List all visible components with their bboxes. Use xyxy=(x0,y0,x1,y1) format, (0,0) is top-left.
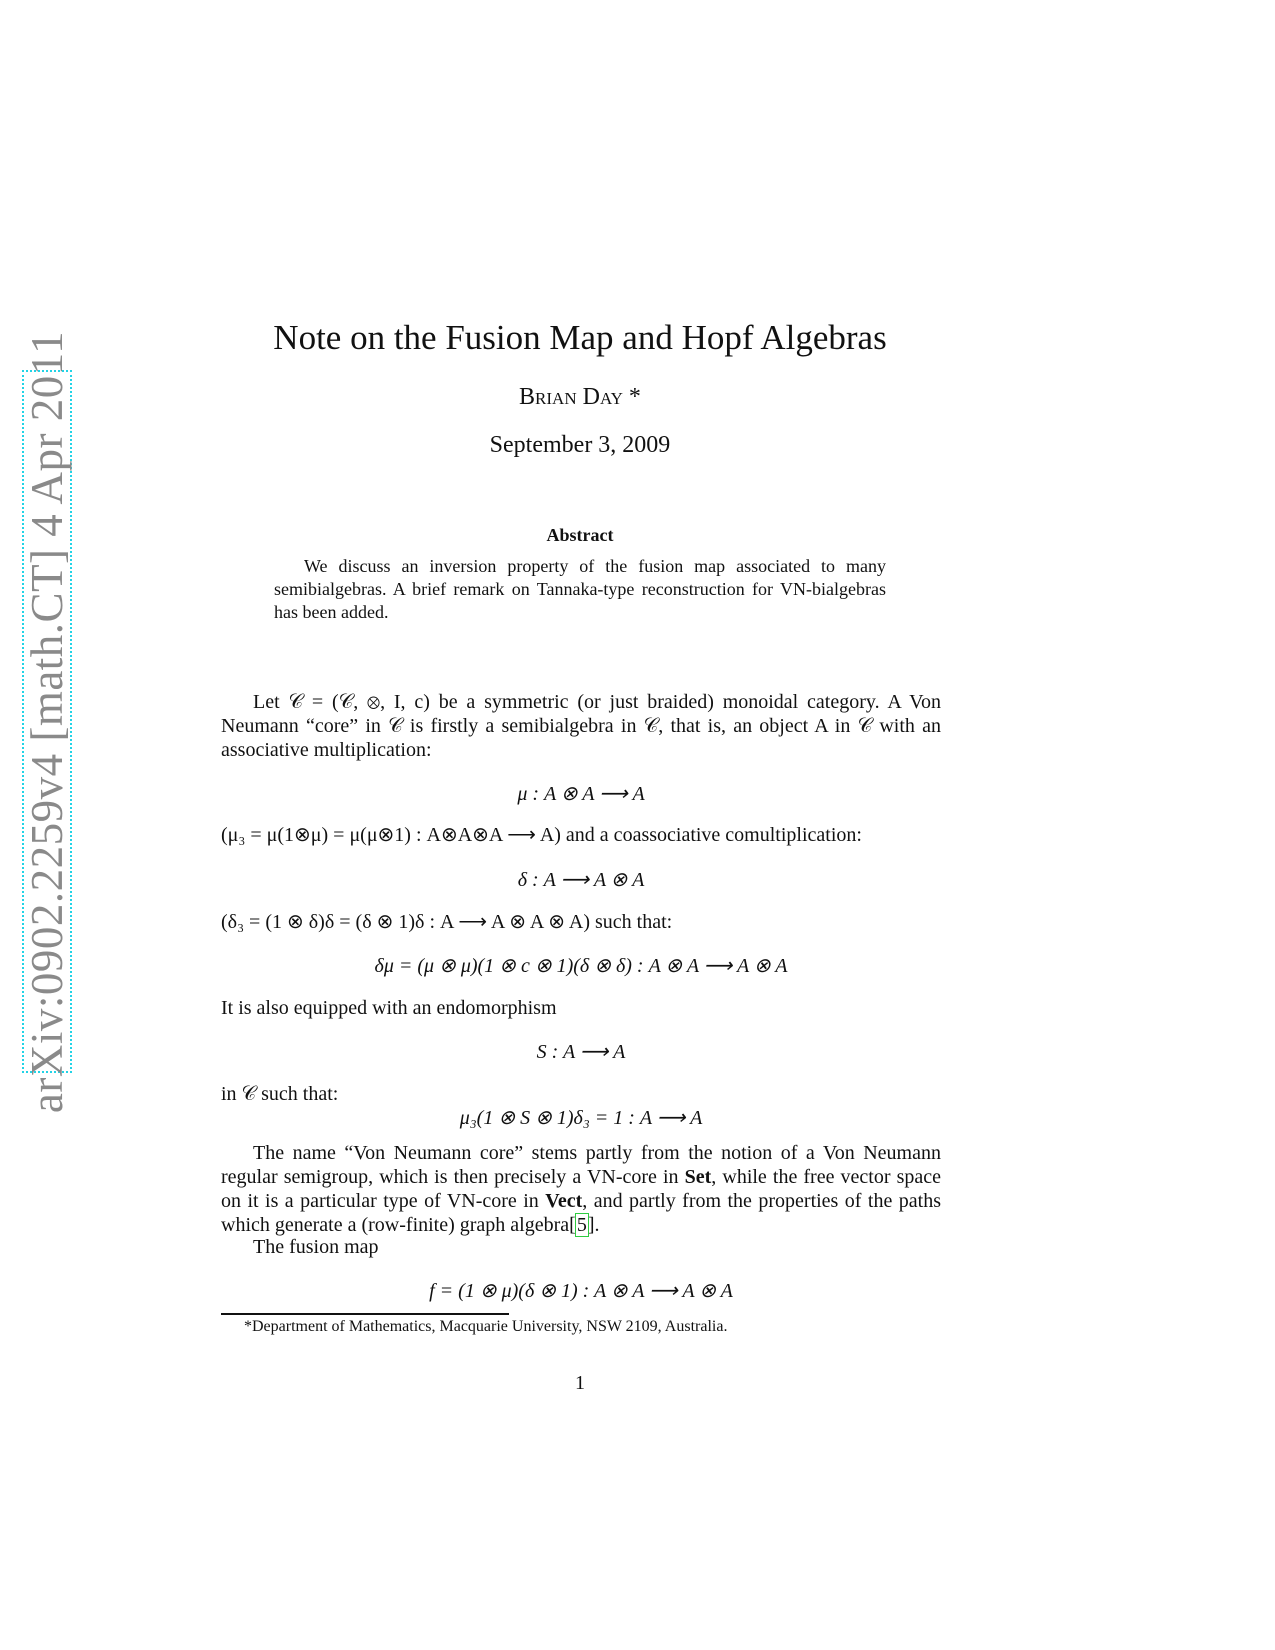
paragraph-name-origin: The name “Von Neumann core” stems partly from the notion of a Von Neumann regular semigroup, which is then precisely a VN-core in Set, while the free vector space on it is a particular type of VN-core in Vect, and partly from the properties of the paths which generate a (row-finite) graph algebra[5]. xyxy=(221,1142,942,1236)
paragraph-endomorphism: It is also equipped with an endomorphism xyxy=(221,997,557,1019)
arxiv-stamp xyxy=(22,330,72,1113)
paragraph-intro: Let 𝒞 = (𝒞, ⊗, I, c) be a symmetric (or just braided) monoidal category. A Von Neumann “core” in 𝒞 is firstly a semibialgebra in 𝒞, that is, an object A in 𝒞 with an associative multiplication: xyxy=(221,691,941,761)
footnote: *Department of Mathematics, Macquarie University, NSW 2109, Australia. xyxy=(244,1318,728,1335)
paragraph-name-origin-text-d: . xyxy=(594,1214,600,1236)
equation-vn-core: μ₃(1 ⊗ S ⊗ 1)δ₃ = 1 : A ⟶ A xyxy=(459,1107,703,1129)
paper-title: Note on the Fusion Map and Hopf Algebras xyxy=(273,318,887,357)
citation-link[interactable]: 5 xyxy=(576,1214,587,1236)
paragraph-fusion-map: The fusion map xyxy=(253,1236,379,1258)
paragraph-mu3: (μ₃ = μ(1⊗μ) = μ(μ⊗1) : A⊗A⊗A ⟶ A) and a coassociative comultiplication: xyxy=(221,824,862,846)
abstract-text: We discuss an inversion property of the fusion map associated to many semibialgebras. A brief remark on Tannaka-type reconstruction for VN-bialgebras has been added. xyxy=(274,556,886,622)
author: Brian Day * xyxy=(519,384,641,410)
paragraph-name-origin-text-a: The name “Von Neumann core” stems partly from the notion of a Von Neumann regular semigroup, which is then precisely a VN-core in xyxy=(221,1142,941,1188)
page-number: 1 xyxy=(575,1372,585,1394)
paragraph-such-that: in 𝒞 such that: xyxy=(221,1083,339,1105)
date: September 3, 2009 xyxy=(489,432,671,458)
equation-multiplication: μ : A ⊗ A ⟶ A xyxy=(517,783,645,805)
equation-compatibility: δμ = (μ ⊗ μ)(1 ⊗ c ⊗ 1)(δ ⊗ δ) : A ⊗ A ⟶ A ⊗ A xyxy=(374,955,788,977)
paragraph-delta3: (δ₃ = (1 ⊗ δ)δ = (δ ⊗ 1)δ : A ⟶ A ⊗ A ⊗ A) such that: xyxy=(221,911,673,933)
vect-category: Vect xyxy=(545,1190,583,1212)
arxiv-stamp-text: arXiv:0902.2259v4 [math.CT] 4 Apr 2011 xyxy=(22,330,72,1113)
equation-endomorphism: S : A ⟶ A xyxy=(536,1041,626,1063)
equation-fusion-map: f = (1 ⊗ μ)(δ ⊗ 1) : A ⊗ A ⟶ A ⊗ A xyxy=(429,1280,733,1302)
footnote-rule xyxy=(221,1313,509,1315)
equation-comultiplication: δ : A ⟶ A ⊗ A xyxy=(517,869,645,891)
paragraph-name-origin-text-c: , and partly from the properties of the paths which generate a (row-finite) graph algebra xyxy=(221,1190,941,1236)
paragraph-name-origin-text-b: , while the free vector space on it is a particular type of VN-core in xyxy=(221,1166,942,1212)
abstract-heading: Abstract xyxy=(546,525,614,545)
set-category: Set xyxy=(684,1166,712,1188)
